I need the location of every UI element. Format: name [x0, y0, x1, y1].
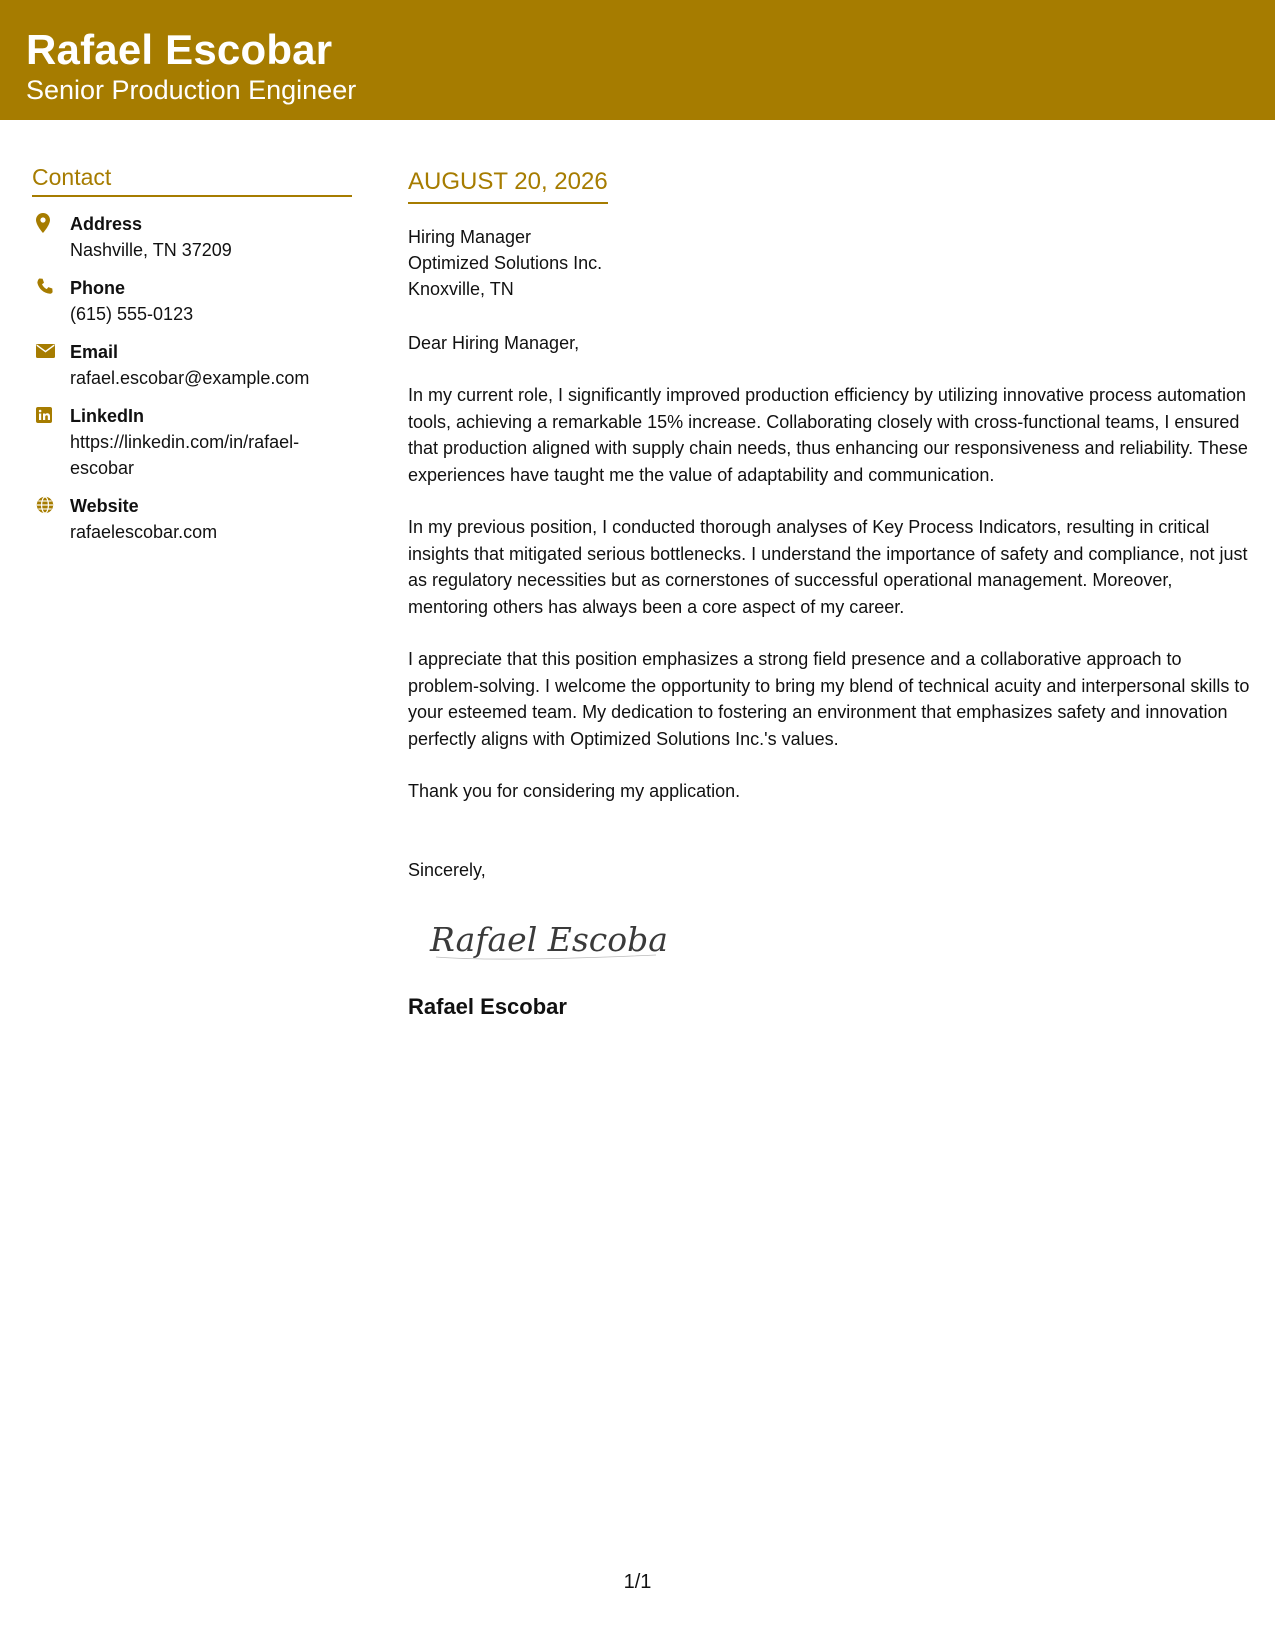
- contact-value: rafaelescobar.com: [70, 522, 218, 542]
- letter-date: AUGUST 20, 2026: [408, 166, 608, 204]
- contact-value: https://linkedin.com/in/rafael-: [70, 432, 300, 452]
- signature-text: Rafael Escobar: [430, 919, 666, 959]
- letter-paragraph: In my previous position, I conducted thorough analyses of Key Process Indicators, resulting in critical insights that mitigated serious bottlenecks. I understand the importance of safety and compliance, not just as regulatory necessities but as cornerstones of successful operational management. Moreover, mentoring others has always been a core aspect of my career.: [408, 517, 1248, 617]
- letter-paragraph: Thank you for considering my application.: [408, 781, 741, 801]
- contact-item-phone: [32, 275, 352, 327]
- contact-label: Website: [70, 496, 139, 516]
- contact-item-linkedin: [32, 403, 352, 481]
- page-number: 1/1: [623, 1571, 652, 1593]
- closing: Sincerely,: [408, 859, 486, 880]
- phone-icon: [32, 275, 70, 299]
- map-pin-icon: [32, 211, 70, 235]
- globe-icon: [32, 493, 70, 517]
- recipient-line: Hiring Manager: [408, 227, 532, 247]
- contact-value: Nashville, TN 37209: [70, 240, 232, 260]
- applicant-name: Rafael Escobar: [26, 26, 333, 73]
- contact-value: rafael.escobar@example.com: [70, 368, 310, 388]
- contact-label: Address: [70, 214, 143, 234]
- letter-paragraph: I appreciate that this position emphasizes a strong field presence and a collaborative approach to problem-solving. I welcome the opportunity to bring my blend of technical acuity and interpersonal skills to your esteemed team. My dedication to fostering an environment that emphasizes safety and innovation perfectly aligns with Optimized Solutions Inc.'s values.: [408, 649, 1250, 749]
- recipient-block: [408, 224, 1254, 302]
- recipient-line: Knoxville, TN: [408, 279, 514, 299]
- contact-value: escobar: [70, 458, 135, 478]
- handwritten-signature: [426, 909, 666, 969]
- contact-item-email: [32, 339, 352, 391]
- letter-paragraph: In my current role, I significantly improved production efficiency by utilizing innovative process automation tools, achieving a remarkable 15% increase. Collaborating closely with cross-functional teams, I ensured that production aligned with supply chain needs, thus enhancing our responsiveness and reliability. These experiences have taught me the value of adaptability and communication.: [408, 385, 1248, 485]
- recipient-line: Optimized Solutions Inc.: [408, 253, 603, 273]
- applicant-title: Senior Production Engineer: [26, 75, 357, 105]
- salutation: Dear Hiring Manager,: [408, 333, 580, 353]
- contact-label: Phone: [70, 278, 126, 298]
- contact-label: Email: [70, 342, 119, 362]
- contact-item-website: [32, 493, 352, 545]
- contact-sidebar: [32, 162, 352, 557]
- contact-heading: Contact: [32, 162, 352, 197]
- letter-body: [408, 166, 1254, 1022]
- contact-label: LinkedIn: [70, 406, 145, 426]
- header-banner: [0, 0, 1275, 120]
- linkedin-icon: [32, 403, 70, 427]
- signer-name: Rafael Escobar: [408, 993, 567, 1019]
- envelope-icon: [32, 339, 70, 363]
- contact-value: (615) 555-0123: [70, 304, 194, 324]
- contact-item-address: [32, 211, 352, 263]
